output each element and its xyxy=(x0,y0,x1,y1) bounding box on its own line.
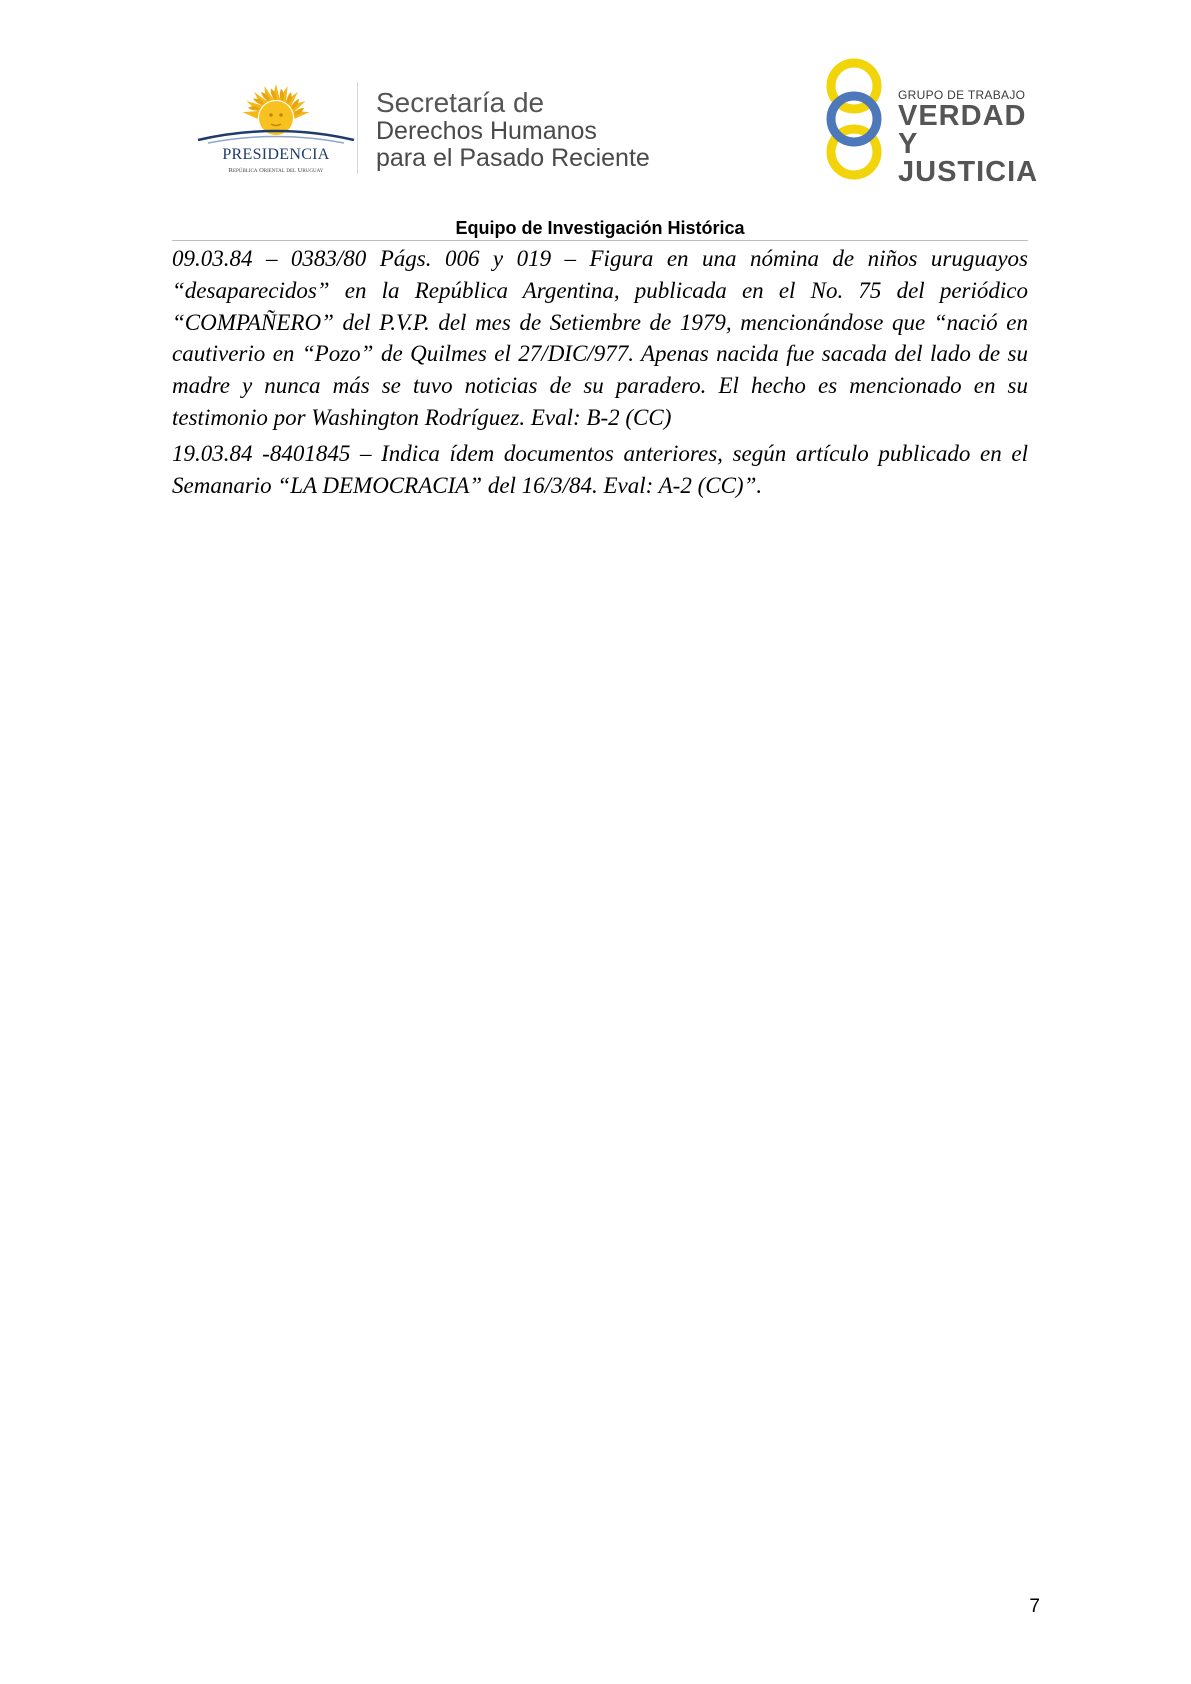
header-divider xyxy=(357,82,358,174)
verdad-label: VERDAD Y xyxy=(898,100,1027,160)
secretaria-line2: Derechos Humanos xyxy=(376,117,597,145)
presidencia-logo xyxy=(196,82,356,178)
grupo-trabajo-label: GRUPO DE TRABAJO xyxy=(898,88,1026,102)
presidencia-subtitle: República Oriental del Uruguay xyxy=(228,167,324,174)
secretaria-line3: para el Pasado Reciente xyxy=(376,144,650,172)
verdad-justicia-text xyxy=(898,88,1038,186)
secretaria-logo-text xyxy=(376,88,736,172)
page-number: 7 xyxy=(1029,1596,1040,1617)
justicia-label: JUSTICIA xyxy=(898,156,1039,188)
page-header xyxy=(0,0,1191,200)
document-body xyxy=(172,243,1028,505)
team-title: Equipo de Investigación Histórica xyxy=(455,218,745,238)
title-rule xyxy=(172,240,1028,241)
entry-paragraph: 09.03.84 – 0383/80 Págs. 006 y 019 – Figura en una nómina de niños uruguayos “desaparecidos” en la República Argentina, publicada en el No. 75 del periódico “COMPAÑERO” del P.V.P. del mes de Setiembre de 1979, mencionándose que “nació en cautiverio en “Pozo” de Quilmes el 27/DIC/977. Apenas nacida fue sacada del lado de su madre y nunca más se tuvo noticias de su paradero. El hecho es mencionado en su testimonio por Washington Rodríguez. Eval: B-2 (CC) xyxy=(172,246,1028,430)
presidencia-name: PRESIDENCIA xyxy=(222,146,330,163)
entry-paragraph: 19.03.84 -8401845 – Indica ídem documentos anteriores, según artículo publicado en el Semanario “LA DEMOCRACIA” del 16/3/84. Eval: A-2 (CC)”. xyxy=(172,440,1028,498)
sun-emblem-icon xyxy=(196,82,356,144)
secretaria-line1: Secretaría de xyxy=(376,87,545,118)
